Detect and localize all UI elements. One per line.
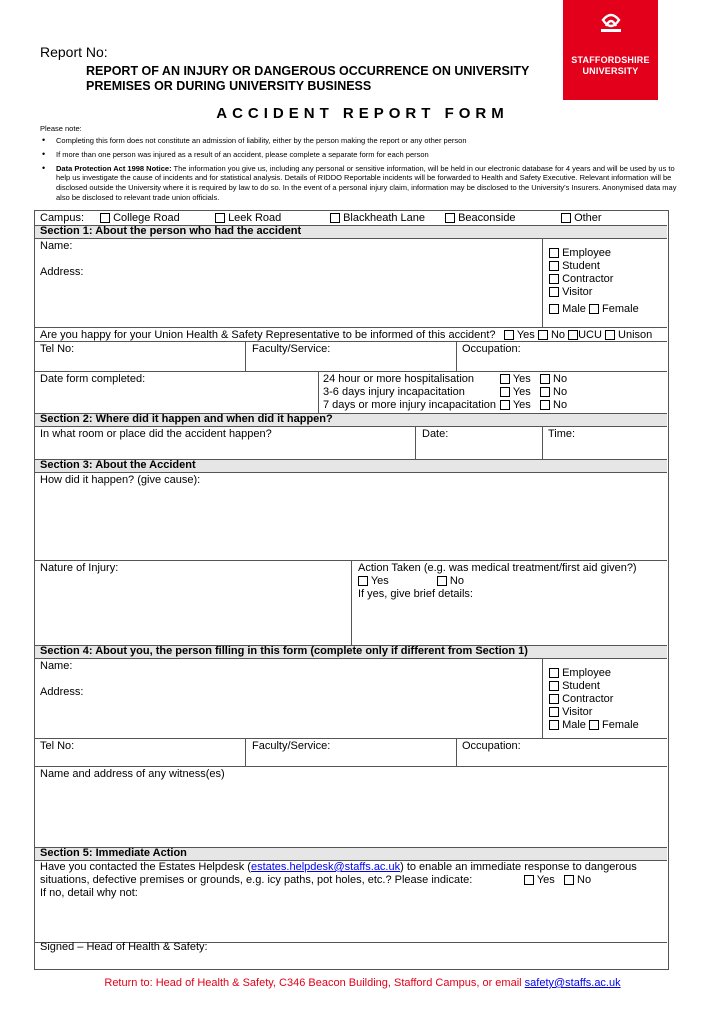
checkbox[interactable] bbox=[358, 576, 368, 586]
s1-role-visitor[interactable]: Visitor bbox=[549, 286, 592, 299]
s1-name-label: Name: bbox=[40, 240, 73, 252]
how-happened-label: How did it happen? (give cause): bbox=[40, 474, 201, 486]
hospitalisation-label: 24 hour or more hospitalisation bbox=[323, 373, 475, 385]
logo-text-line1: STAFFORDSHIRE bbox=[571, 55, 650, 65]
s4-address-label: Address: bbox=[40, 686, 84, 698]
checkbox[interactable] bbox=[437, 576, 447, 586]
checkbox[interactable] bbox=[500, 387, 510, 397]
checkbox[interactable] bbox=[589, 720, 599, 730]
checkbox[interactable] bbox=[504, 330, 514, 340]
checkbox[interactable] bbox=[605, 330, 615, 340]
s2-date-label: Date: bbox=[422, 428, 449, 440]
s4-role-employee[interactable]: Employee bbox=[549, 667, 611, 680]
data-protection-note bbox=[40, 164, 680, 203]
checkbox[interactable] bbox=[524, 875, 534, 885]
checkbox[interactable] bbox=[500, 374, 510, 384]
section4-header: Section 4: About you, the person filling in this form (complete only if different from Section 1) bbox=[40, 645, 528, 657]
footer-text: Return to: Head of Health & Safety, C346 Beacon Building, Stafford Campus, or email bbox=[104, 977, 525, 989]
divider bbox=[245, 341, 246, 371]
checkbox[interactable] bbox=[549, 248, 559, 258]
checkbox[interactable] bbox=[330, 213, 340, 223]
rule bbox=[34, 371, 667, 372]
knot-crest-icon bbox=[599, 12, 623, 34]
campus-option-blackheath-lane[interactable]: Blackheath Lane bbox=[330, 212, 425, 225]
s2-time-label: Time: bbox=[548, 428, 576, 440]
action-taken-options: Yes No bbox=[358, 575, 464, 588]
accident-place-label: In what room or place did the accident happen? bbox=[40, 428, 272, 440]
rule bbox=[34, 738, 667, 739]
report-heading bbox=[86, 64, 556, 94]
s4-gender: Male Female bbox=[549, 719, 639, 732]
report-heading-line2: PREMISES OR DURING UNIVERSITY BUSINESS bbox=[86, 79, 372, 93]
divider bbox=[415, 426, 416, 459]
rule bbox=[34, 426, 667, 427]
checkbox[interactable] bbox=[540, 374, 550, 384]
s4-role-student[interactable]: Student bbox=[549, 680, 600, 693]
divider bbox=[542, 426, 543, 459]
checkbox[interactable] bbox=[549, 304, 559, 314]
divider bbox=[456, 738, 457, 766]
section2-header: Section 2: Where did it happen and when did it happen? bbox=[40, 413, 333, 425]
campus-option-other[interactable]: Other bbox=[561, 212, 602, 225]
checkbox[interactable] bbox=[540, 387, 550, 397]
divider bbox=[351, 560, 352, 645]
form-title: ACCIDENT REPORT FORM bbox=[216, 105, 509, 122]
s4-tel-label: Tel No: bbox=[40, 740, 75, 752]
action-taken-label: Action Taken (e.g. was medical treatment/first aid given?) bbox=[358, 562, 637, 574]
notes-list bbox=[40, 136, 680, 207]
if-no-label: If no, detail why not: bbox=[40, 887, 138, 899]
divider bbox=[318, 371, 319, 413]
s4-occupation-label: Occupation: bbox=[462, 740, 521, 752]
s1-address-label: Address: bbox=[40, 266, 84, 278]
campus-option-beaconside[interactable]: Beaconside bbox=[445, 212, 516, 225]
s1-faculty-label: Faculty/Service: bbox=[252, 343, 331, 355]
safety-email-link[interactable]: safety@staffs.ac.uk bbox=[524, 977, 621, 989]
logo-text-line2: UNIVERSITY bbox=[582, 66, 639, 76]
campus-option-leek-road[interactable]: Leek Road bbox=[215, 212, 281, 225]
data-protection-label: Data Protection Act 1998 Notice: bbox=[56, 163, 172, 173]
campus-option-college-road[interactable]: College Road bbox=[100, 212, 180, 225]
please-note-label: Please note: bbox=[40, 124, 82, 133]
checkbox[interactable] bbox=[589, 304, 599, 314]
inc7-options: Yes No bbox=[500, 399, 567, 412]
s1-role-student[interactable]: Student bbox=[549, 260, 600, 273]
s1-role-contractor[interactable]: Contractor bbox=[549, 273, 613, 286]
nature-of-injury-label: Nature of Injury: bbox=[40, 562, 119, 574]
inc36-options: Yes No bbox=[500, 386, 567, 399]
rule bbox=[34, 658, 667, 659]
checkbox[interactable] bbox=[540, 400, 550, 410]
union-question: Are you happy for your Union Health & Safety Representative to be informed of this accident? bbox=[40, 329, 496, 341]
section5-header: Section 5: Immediate Action bbox=[40, 847, 187, 859]
divider bbox=[542, 238, 543, 327]
note-item: • Completing this form does not constitute an admission of liability, either by the person making the report or any other person bbox=[40, 136, 680, 146]
data-protection-text: The information you give us, including any personal or sensitive information, will be held in our electronic database for 4 years and will be used by us to help us investigate the cause of incidents and for statistical analysis. Details of RIDDO Reportable incidents will be forwarded to Health and Safety Executive. Relevant information will be disclosed outside the University where it is required by law to do so. In the event of a personal injury claim, information may be disclosed to the University's Insurers. Anonymised data may also be disclosed to relevant trade union officials. bbox=[56, 163, 677, 202]
section3-header: Section 3: About the Accident bbox=[40, 459, 196, 471]
rule bbox=[34, 472, 667, 473]
checkbox[interactable] bbox=[500, 400, 510, 410]
checkbox[interactable] bbox=[100, 213, 110, 223]
rule bbox=[34, 327, 667, 328]
helpdesk-question: Have you contacted the Estates Helpdesk (estates.helpdesk@staffs.ac.uk) to enable an immediate response to dangerous bbox=[40, 861, 637, 873]
checkbox[interactable] bbox=[549, 707, 559, 717]
divider bbox=[456, 341, 457, 371]
helpdesk-question-line2: situations, defective premises or grounds, e.g. icy paths, pot holes, etc.? Please indicate: bbox=[40, 874, 473, 886]
report-heading-line1: REPORT OF AN INJURY OR DANGEROUS OCCURRENCE ON UNIVERSITY bbox=[86, 64, 530, 78]
checkbox[interactable] bbox=[568, 330, 578, 340]
report-number-label: Report No: bbox=[40, 44, 108, 60]
helpdesk-options: Yes No bbox=[524, 874, 591, 887]
checkbox[interactable] bbox=[549, 261, 559, 271]
divider bbox=[245, 738, 246, 766]
s1-tel-label: Tel No: bbox=[40, 343, 75, 355]
checkbox[interactable] bbox=[549, 694, 559, 704]
divider bbox=[542, 658, 543, 738]
note-item: • If more than one person was injured as a result of an accident, please complete a separate form for each person bbox=[40, 150, 680, 160]
witness-label: Name and address of any witness(es) bbox=[40, 768, 225, 780]
footer bbox=[0, 977, 725, 989]
checkbox[interactable] bbox=[561, 213, 571, 223]
checkbox[interactable] bbox=[549, 287, 559, 297]
s1-gender: Male Female bbox=[549, 303, 639, 316]
checkbox[interactable] bbox=[445, 213, 455, 223]
checkbox[interactable] bbox=[215, 213, 225, 223]
checkbox[interactable] bbox=[538, 330, 548, 340]
rule bbox=[34, 238, 667, 239]
s4-role-contractor[interactable]: Contractor bbox=[549, 693, 613, 706]
incapacitation-7-label: 7 days or more injury incapacitation bbox=[323, 399, 497, 411]
union-answers: Yes No UCU Unison bbox=[504, 329, 652, 342]
s1-occupation-label: Occupation: bbox=[462, 343, 521, 355]
checkbox[interactable] bbox=[549, 681, 559, 691]
rule bbox=[34, 766, 667, 767]
accident-form bbox=[34, 210, 669, 970]
checkbox[interactable] bbox=[564, 875, 574, 885]
s1-role-employee[interactable]: Employee bbox=[549, 247, 611, 260]
s4-name-label: Name: bbox=[40, 660, 73, 672]
date-completed-label: Date form completed: bbox=[40, 373, 146, 385]
checkbox[interactable] bbox=[549, 274, 559, 284]
estates-helpdesk-email-link[interactable]: estates.helpdesk@staffs.ac.uk bbox=[250, 861, 401, 873]
checkbox[interactable] bbox=[549, 668, 559, 678]
campus-label: Campus: bbox=[40, 212, 85, 224]
brief-details-label: If yes, give brief details: bbox=[358, 588, 473, 600]
incapacitation-3-6-label: 3-6 days injury incapacitation bbox=[323, 386, 465, 398]
university-logo bbox=[563, 0, 658, 100]
section1-header: Section 1: About the person who had the accident bbox=[40, 225, 302, 237]
checkbox[interactable] bbox=[549, 720, 559, 730]
hosp-options: Yes No bbox=[500, 373, 567, 386]
s4-faculty-label: Faculty/Service: bbox=[252, 740, 331, 752]
s4-role-visitor[interactable]: Visitor bbox=[549, 706, 592, 719]
signature-label: Signed – Head of Health & Safety: bbox=[40, 941, 208, 953]
